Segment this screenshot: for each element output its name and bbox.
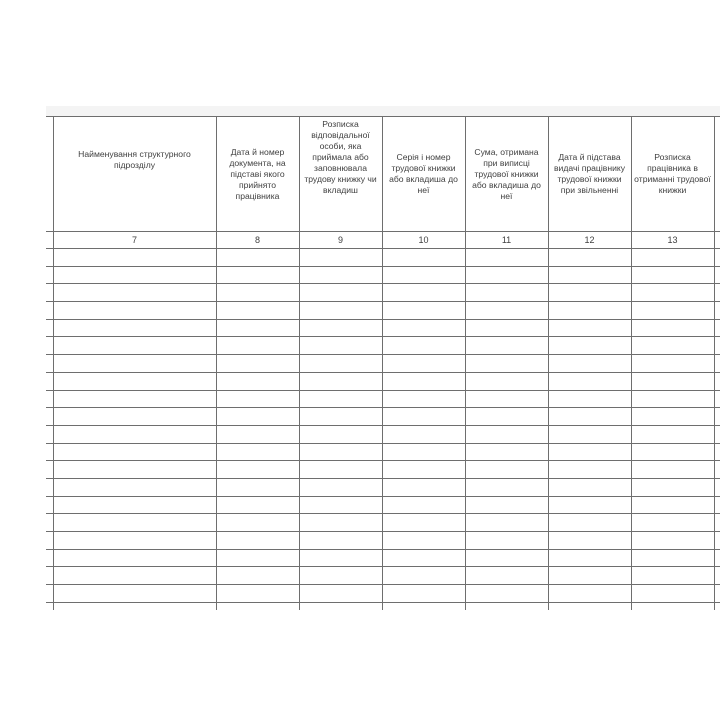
ledger-row	[46, 266, 720, 284]
ledger-cell	[631, 302, 714, 320]
ledger-cell	[382, 461, 465, 479]
ledger-cell	[53, 408, 216, 426]
ledger-row	[46, 461, 720, 479]
column-number-12: 12	[548, 232, 631, 249]
ledger-cell	[631, 284, 714, 302]
ledger-cell	[714, 567, 720, 585]
ledger-cell	[382, 249, 465, 267]
ledger-cell	[382, 514, 465, 532]
ledger-cell	[46, 514, 53, 532]
ledger-cell	[216, 284, 299, 302]
ledger-cell	[465, 372, 548, 390]
ledger-row	[46, 372, 720, 390]
ledger-cell	[46, 408, 53, 426]
ledger-cell	[216, 337, 299, 355]
ledger-cell	[465, 532, 548, 550]
ledger-cell	[53, 425, 216, 443]
ledger-row	[46, 249, 720, 267]
ledger-cell	[46, 567, 53, 585]
ledger-cell	[548, 567, 631, 585]
ledger-cell	[548, 319, 631, 337]
ledger-cell	[714, 408, 720, 426]
ledger-cell	[46, 443, 53, 461]
column-number-13: 13	[631, 232, 714, 249]
ledger-cell	[46, 585, 53, 603]
ledger-cell	[714, 355, 720, 373]
ledger-cell	[299, 249, 382, 267]
ledger-cell	[465, 478, 548, 496]
ledger-row	[46, 585, 720, 603]
ledger-cell	[548, 514, 631, 532]
ledger-cell	[216, 532, 299, 550]
ledger-cell	[465, 319, 548, 337]
ledger-row	[46, 443, 720, 461]
ledger-cell	[548, 585, 631, 603]
ledger-cell	[216, 390, 299, 408]
ledger-row	[46, 337, 720, 355]
ledger-cell	[46, 496, 53, 514]
ledger-cell	[631, 443, 714, 461]
ledger-cell	[631, 319, 714, 337]
ledger-cell	[382, 408, 465, 426]
header-issue-date-reason: Дата й підстава видачі працівнику трудової книжки при звільненні	[548, 117, 631, 232]
ledger-cell	[216, 478, 299, 496]
ledger-cell	[465, 390, 548, 408]
ledger-cell	[631, 549, 714, 567]
ledger-cell	[53, 284, 216, 302]
ledger-cell	[382, 443, 465, 461]
ledger-cell	[299, 496, 382, 514]
ledger-cell	[382, 355, 465, 373]
ledger-cell	[46, 337, 53, 355]
ledger-cell	[216, 319, 299, 337]
ledger-cell	[631, 567, 714, 585]
ledger-cell	[53, 372, 216, 390]
ledger-cell	[465, 408, 548, 426]
ledger-cell	[631, 390, 714, 408]
ledger-cell	[299, 478, 382, 496]
header-row	[46, 117, 720, 232]
ledger-cell	[46, 425, 53, 443]
ledger-cell	[548, 355, 631, 373]
ledger-cell	[631, 408, 714, 426]
ledger-table	[46, 116, 720, 610]
ledger-cell	[382, 532, 465, 550]
ledger-cell	[465, 585, 548, 603]
ledger-cell	[299, 461, 382, 479]
ledger-cell	[465, 284, 548, 302]
ledger-cell	[465, 549, 548, 567]
ledger-cell	[299, 549, 382, 567]
ledger-cell	[53, 567, 216, 585]
header-department-name: Найменування структурного підрозділу	[53, 117, 216, 232]
ledger-cell	[53, 355, 216, 373]
ledger-cell	[714, 249, 720, 267]
ledger-cell	[382, 337, 465, 355]
ledger-cell	[465, 425, 548, 443]
ledger-cell	[382, 549, 465, 567]
ledger-cell	[548, 496, 631, 514]
ledger-cell	[299, 443, 382, 461]
ledger-cell	[465, 355, 548, 373]
ledger-cell	[46, 390, 53, 408]
ledger-row	[46, 602, 720, 610]
ledger-cell	[548, 249, 631, 267]
ledger-cell	[714, 372, 720, 390]
ledger-cell	[299, 337, 382, 355]
ledger-cell	[631, 602, 714, 610]
ledger-row	[46, 355, 720, 373]
ledger-cell	[299, 408, 382, 426]
ledger-cell	[216, 249, 299, 267]
ledger-cell	[714, 478, 720, 496]
ledger-cell	[548, 408, 631, 426]
ledger-cell	[299, 585, 382, 603]
ledger-cell	[714, 319, 720, 337]
ledger-cell	[216, 567, 299, 585]
ledger-cell	[548, 337, 631, 355]
ledger-cell	[53, 514, 216, 532]
ledger-cell	[548, 266, 631, 284]
ledger-cell	[465, 514, 548, 532]
ledger-cell	[53, 337, 216, 355]
column-number-row	[46, 232, 720, 249]
ledger-cell	[382, 478, 465, 496]
ledger-cell	[382, 302, 465, 320]
ledger-row	[46, 514, 720, 532]
ledger-cell	[631, 337, 714, 355]
ledger-cell	[382, 266, 465, 284]
ledger-row	[46, 567, 720, 585]
column-number-stub	[46, 232, 53, 249]
ledger-cell	[46, 249, 53, 267]
ledger-cell	[382, 425, 465, 443]
column-number-11: 11	[465, 232, 548, 249]
ledger-cell	[216, 425, 299, 443]
ledger-row	[46, 302, 720, 320]
ledger-cell	[631, 461, 714, 479]
ledger-cell	[53, 302, 216, 320]
ledger-cell	[46, 461, 53, 479]
ledger-cell	[216, 585, 299, 603]
ledger-cell	[53, 478, 216, 496]
ledger-cell	[382, 602, 465, 610]
ledger-cell	[714, 425, 720, 443]
ledger-cell	[53, 443, 216, 461]
ledger-cell	[382, 585, 465, 603]
ledger-row	[46, 284, 720, 302]
ledger-cell	[53, 249, 216, 267]
ledger-cell	[53, 319, 216, 337]
ledger-cell	[216, 461, 299, 479]
ledger-cell	[53, 390, 216, 408]
header-overflow	[714, 117, 720, 232]
ledger-cell	[714, 532, 720, 550]
ledger-cell	[299, 425, 382, 443]
ledger-cell	[46, 549, 53, 567]
ledger-cell	[382, 319, 465, 337]
ledger-body	[46, 249, 720, 611]
ledger-cell	[53, 585, 216, 603]
column-number-9: 9	[299, 232, 382, 249]
ledger-cell	[548, 478, 631, 496]
ledger-cell	[299, 284, 382, 302]
ledger-row	[46, 496, 720, 514]
ledger-cell	[631, 585, 714, 603]
ledger-row	[46, 478, 720, 496]
ledger-cell	[714, 390, 720, 408]
ledger-cell	[53, 496, 216, 514]
ledger-cell	[382, 496, 465, 514]
ledger-cell	[465, 602, 548, 610]
ledger-cell	[382, 372, 465, 390]
header-responsible-signature: Розписка відповідальної особи, яка приймала або заповнювала трудову книжку чи вкладиш	[299, 117, 382, 232]
ledger-cell	[216, 496, 299, 514]
ledger-cell	[46, 284, 53, 302]
ledger-cell	[631, 249, 714, 267]
ledger-cell	[714, 284, 720, 302]
ledger-cell	[714, 514, 720, 532]
ledger-cell	[714, 266, 720, 284]
ledger-cell	[382, 390, 465, 408]
ledger-cell	[46, 319, 53, 337]
ledger-row	[46, 408, 720, 426]
ledger-cell	[548, 390, 631, 408]
ledger-cell	[216, 514, 299, 532]
header-hire-document: Дата й номер документа, на підставі якого прийнято працівника	[216, 117, 299, 232]
column-number-overflow	[714, 232, 720, 249]
ledger-cell	[46, 478, 53, 496]
ledger-cell	[216, 443, 299, 461]
ledger-cell	[631, 532, 714, 550]
ledger-cell	[465, 249, 548, 267]
ledger-cell	[46, 372, 53, 390]
header-book-series-number: Серія і номер трудової книжки або вкладиша до неї	[382, 117, 465, 232]
ledger-cell	[299, 602, 382, 610]
ledger-cell	[299, 266, 382, 284]
ledger-cell	[631, 372, 714, 390]
ledger-cell	[299, 355, 382, 373]
ledger-cell	[714, 302, 720, 320]
ledger-row	[46, 319, 720, 337]
column-number-7: 7	[53, 232, 216, 249]
ledger-cell	[216, 372, 299, 390]
ledger-cell	[216, 549, 299, 567]
ledger-cell	[382, 284, 465, 302]
ledger-cell	[548, 302, 631, 320]
ledger-cell	[46, 266, 53, 284]
ledger-cell	[299, 319, 382, 337]
ledger-cell	[548, 461, 631, 479]
ledger-cell	[548, 284, 631, 302]
ledger-cell	[631, 496, 714, 514]
ledger-cell	[53, 532, 216, 550]
ledger-cell	[382, 567, 465, 585]
ledger-cell	[631, 514, 714, 532]
ledger-cell	[465, 443, 548, 461]
ledger-cell	[714, 585, 720, 603]
ledger-cell	[714, 549, 720, 567]
header-amount-received: Сума, отримана при виписці трудової книжки або вкладиша до неї	[465, 117, 548, 232]
ledger-cell	[631, 425, 714, 443]
ledger-cell	[631, 478, 714, 496]
ledger-cell	[548, 602, 631, 610]
ledger-cell	[548, 443, 631, 461]
ledger-cell	[46, 532, 53, 550]
ledger-cell	[216, 408, 299, 426]
ledger-cell	[465, 266, 548, 284]
ledger-cell	[53, 549, 216, 567]
ledger-cell	[465, 461, 548, 479]
ledger-cell	[465, 337, 548, 355]
ledger-cell	[714, 496, 720, 514]
ledger-cell	[299, 514, 382, 532]
ledger-cell	[631, 266, 714, 284]
ledger-cell	[216, 266, 299, 284]
column-number-8: 8	[216, 232, 299, 249]
ledger-cell	[299, 532, 382, 550]
ledger-cell	[46, 355, 53, 373]
ledger-cell	[465, 496, 548, 514]
ledger-cell	[548, 425, 631, 443]
ledger-cell	[714, 443, 720, 461]
ledger-cell	[299, 390, 382, 408]
ledger-cell	[548, 549, 631, 567]
ledger-cell	[216, 302, 299, 320]
ledger-cell	[53, 602, 216, 610]
ledger-cell	[299, 372, 382, 390]
ledger-cell	[631, 355, 714, 373]
ledger-cell	[714, 461, 720, 479]
header-employee-signature: Розписка працівника в отриманні трудової книжки	[631, 117, 714, 232]
ledger-cell	[53, 461, 216, 479]
ledger-cell	[53, 266, 216, 284]
column-number-10: 10	[382, 232, 465, 249]
ledger-cell	[216, 602, 299, 610]
ledger-cell	[714, 337, 720, 355]
ledger-row	[46, 549, 720, 567]
ledger-cell	[46, 302, 53, 320]
ledger-cell	[465, 302, 548, 320]
ledger-cell	[465, 567, 548, 585]
ledger-cell	[46, 602, 53, 610]
header-stub	[46, 117, 53, 232]
ledger-cell	[548, 532, 631, 550]
ledger-form	[46, 106, 720, 610]
ledger-row	[46, 390, 720, 408]
ledger-cell	[299, 302, 382, 320]
ledger-cell	[216, 355, 299, 373]
ledger-cell	[299, 567, 382, 585]
ledger-row	[46, 425, 720, 443]
ledger-row	[46, 532, 720, 550]
ledger-cell	[714, 602, 720, 610]
ledger-cell	[548, 372, 631, 390]
